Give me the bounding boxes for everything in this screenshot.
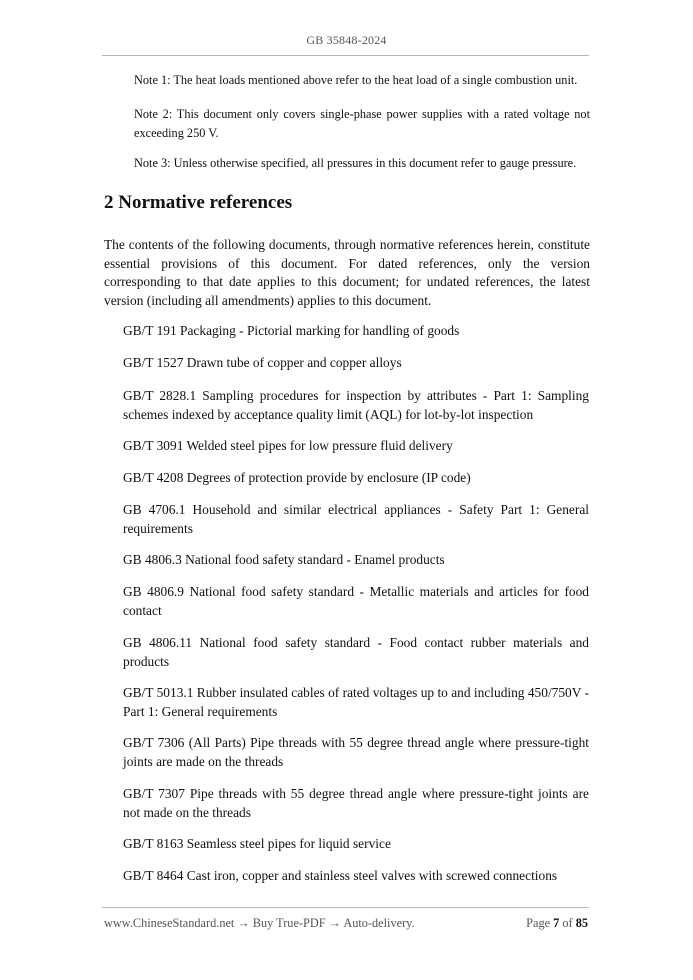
reference-item: GB 4806.3 National food safety standard - Enamel products: [123, 552, 445, 567]
reference-item: GB/T 5013.1 Rubber insulated cables of rated voltages up to and including 450/750V - Part 1: General requirements: [123, 685, 589, 719]
reference-item: GB/T 2828.1 Sampling procedures for inspection by attributes - Part 1: Sampling schemes indexed by acceptance quality limit (AQL) for lot-by-lot inspection: [123, 388, 589, 422]
footer-link[interactable]: www.ChineseStandard.net → Buy True-PDF → Auto-delivery.: [104, 916, 415, 930]
page-label: Page: [526, 916, 551, 930]
section-intro: The contents of the following documents, through normative references herein, constitute essential provisions of this document. For dated references, only the version corresponding to that date applies to this document; for undated references, the latest version (including all amendments) applies to this document.: [104, 237, 590, 308]
note-3: Note 3: Unless otherwise specified, all pressures in this document refer to gauge pressure.: [134, 156, 577, 170]
reference-item: GB/T 191 Packaging - Pictorial marking for handling of goods: [123, 323, 460, 338]
page-number: [526, 916, 588, 931]
page-total: 85: [575, 916, 588, 930]
reference-item: GB/T 8163 Seamless steel pipes for liquid service: [123, 836, 391, 851]
reference-item: GB/T 3091 Welded steel pipes for low pressure fluid delivery: [123, 438, 453, 453]
page-of: of: [562, 916, 573, 930]
page-header: GB 35848-2024: [306, 33, 387, 47]
reference-item: GB/T 8464 Cast iron, copper and stainless steel valves with screwed connections: [123, 868, 558, 883]
note-2: Note 2: This document only covers single-phase power supplies with a rated voltage not exceeding 250 V.: [134, 107, 590, 140]
reference-item: GB/T 7307 Pipe threads with 55 degree thread angle where pressure-tight joints are not made on the threads: [123, 786, 589, 820]
reference-item: GB/T 1527 Drawn tube of copper and copper alloys: [123, 355, 402, 370]
section-heading: 2 Normative references: [104, 192, 293, 213]
page-current: 7: [553, 916, 560, 930]
reference-item: GB 4706.1 Household and similar electrical appliances - Safety Part 1: General requirements: [123, 502, 589, 536]
footer-divider: [102, 907, 589, 908]
header-divider: [102, 55, 589, 56]
reference-item: GB/T 4208 Degrees of protection provide by enclosure (IP code): [123, 470, 471, 485]
note-1: Note 1: The heat loads mentioned above refer to the heat load of a single combustion unit.: [134, 73, 578, 87]
reference-item: GB/T 7306 (All Parts) Pipe threads with 55 degree thread angle where pressure-tight joints are made on the threads: [123, 735, 589, 769]
reference-item: GB 4806.11 National food safety standard - Food contact rubber materials and products: [123, 635, 589, 669]
reference-item: GB 4806.9 National food safety standard - Metallic materials and articles for food contact: [123, 584, 589, 618]
